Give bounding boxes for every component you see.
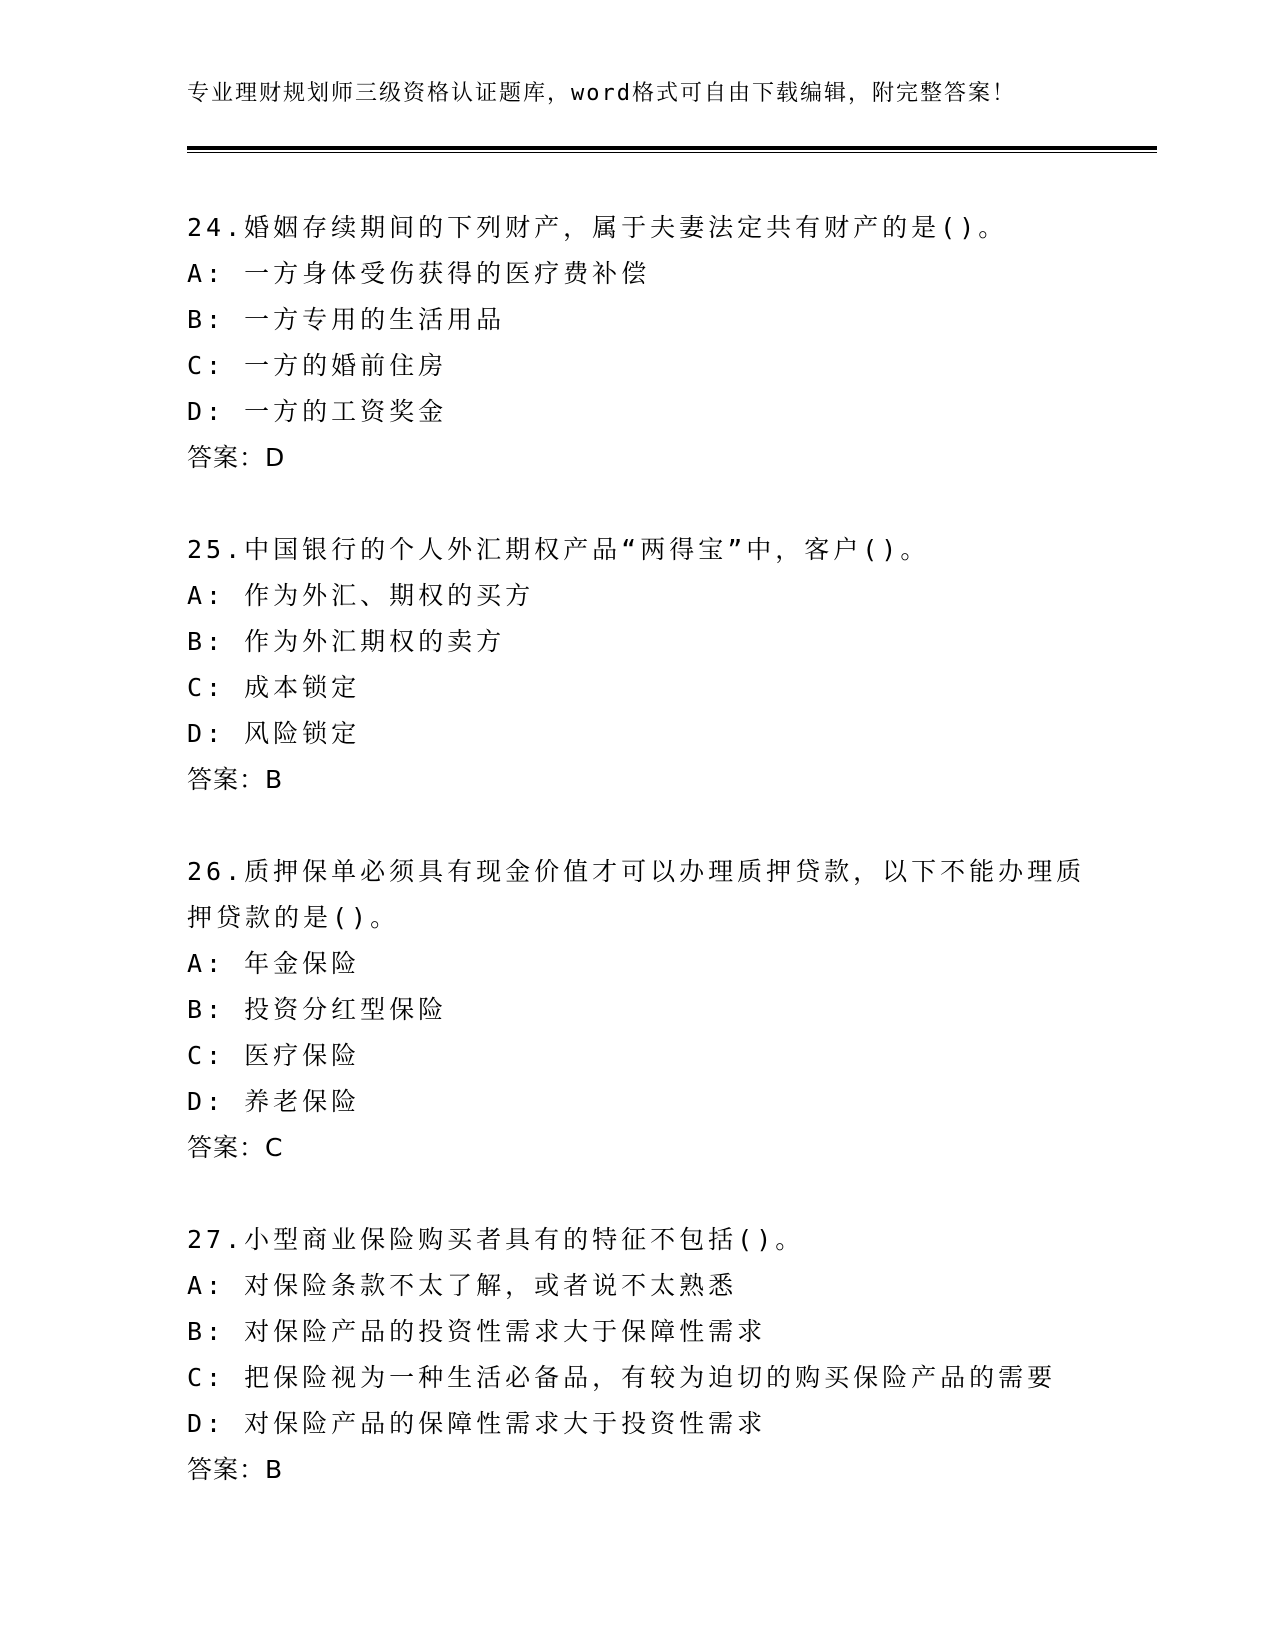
question-26 xyxy=(187,849,1087,1171)
question-stem: 25.中国银行的个人外汇期权产品“两得宝”中，客户()。 xyxy=(187,535,930,564)
header-rule-thin xyxy=(187,152,1157,153)
question-24 xyxy=(187,205,1087,481)
option-c: C: 一方的婚前住房 xyxy=(187,351,448,380)
option-b: B: 投资分红型保险 xyxy=(187,995,448,1024)
question-list xyxy=(187,205,1087,1539)
option-b: B: 一方专用的生活用品 xyxy=(187,305,506,334)
question-25 xyxy=(187,527,1087,803)
option-a: A: 对保险条款不太了解，或者说不太熟悉 xyxy=(187,1271,738,1300)
option-d: D: 风险锁定 xyxy=(187,719,361,748)
option-d: D: 一方的工资奖金 xyxy=(187,397,448,426)
answer: 答案：B xyxy=(187,765,284,794)
question-stem-line-1: 26.质押保单必须具有现金价值才可以办理质押贷款，以下不能办理质 xyxy=(187,857,1086,886)
question-stem-line-2: 押贷款的是()。 xyxy=(187,903,400,932)
question-stem: 24.婚姻存续期间的下列财产，属于夫妻法定共有财产的是()。 xyxy=(187,213,1008,242)
question-stem: 27.小型商业保险购买者具有的特征不包括()。 xyxy=(187,1225,805,1254)
option-c: C: 把保险视为一种生活必备品，有较为迫切的购买保险产品的需要 xyxy=(187,1363,1057,1392)
option-d: D: 对保险产品的保障性需求大于投资性需求 xyxy=(187,1409,767,1438)
option-c: C: 成本锁定 xyxy=(187,673,361,702)
answer: 答案：D xyxy=(187,443,286,472)
answer: 答案：C xyxy=(187,1133,284,1162)
option-b: B: 作为外汇期权的卖方 xyxy=(187,627,506,656)
option-a: A: 一方身体受伤获得的医疗费补偿 xyxy=(187,259,651,288)
option-b: B: 对保险产品的投资性需求大于保障性需求 xyxy=(187,1317,767,1346)
option-c: C: 医疗保险 xyxy=(187,1041,361,1070)
option-d: D: 养老保险 xyxy=(187,1087,361,1116)
answer: 答案：B xyxy=(187,1455,284,1484)
page-header: 专业理财规划师三级资格认证题库，word格式可自由下载编辑，附完整答案！ xyxy=(187,81,1016,106)
header-rule-thick xyxy=(187,146,1157,150)
option-a: A: 作为外汇、期权的买方 xyxy=(187,581,535,610)
question-27 xyxy=(187,1217,1087,1493)
option-a: A: 年金保险 xyxy=(187,949,361,978)
